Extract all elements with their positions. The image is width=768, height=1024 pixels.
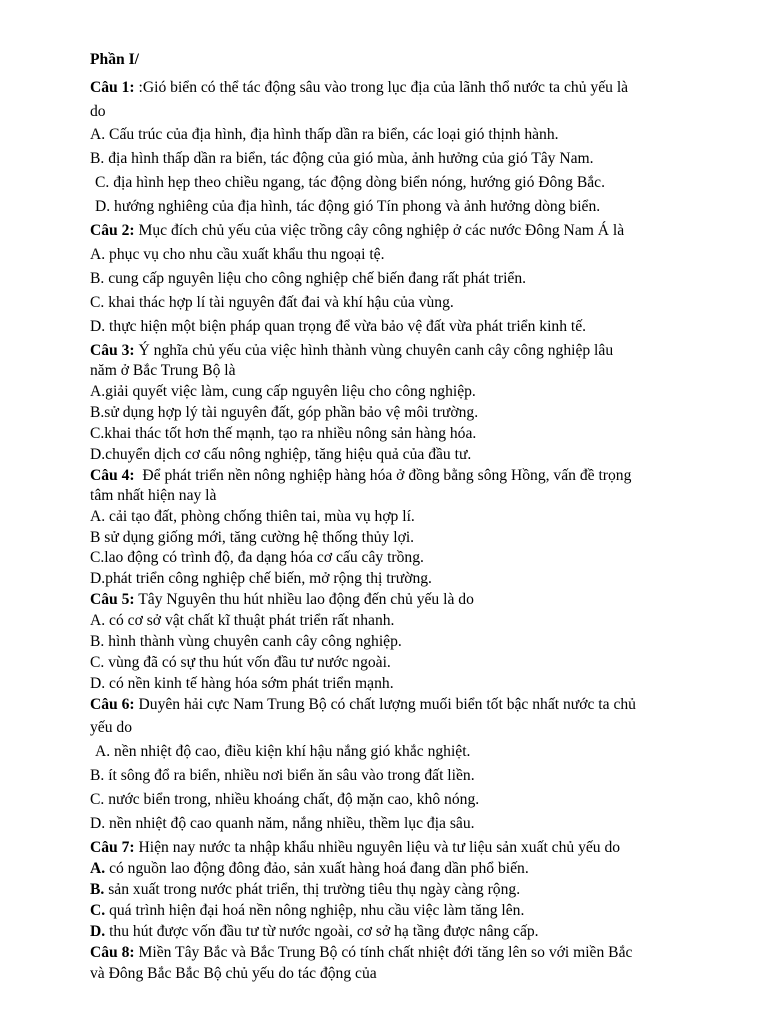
section-title: Phần I/ (90, 51, 139, 68)
question-3-stem-cont: năm ở Bắc Trung Bộ là (90, 362, 236, 379)
question-2-option-a: A. phục vụ cho nhu cầu xuất khẩu thu ngoại tệ. (90, 246, 385, 263)
question-2-stem: Câu 2: Mục đích chủ yếu của việc trồng cây công nghiệp ở các nước Đông Nam Á là (90, 222, 625, 239)
question-6-stem-cont: yếu do (90, 719, 133, 736)
question-4-option-d: D.phát triển công nghiệp chế biến, mở rộng thị trường. (90, 570, 432, 587)
question-2-option-c: C. khai thác hợp lí tài nguyên đất đai và khí hậu của vùng. (90, 294, 454, 311)
question-3-stem: Câu 3: Ý nghĩa chủ yếu của việc hình thành vùng chuyên canh cây công nghiệp lâu (90, 342, 614, 359)
question-5-stem: Câu 5: Tây Nguyên thu hút nhiều lao động đến chủ yếu là do (90, 591, 474, 608)
question-8-stem-cont: và Đông Bắc Bắc Bộ chủ yếu do tác động của (90, 965, 377, 982)
question-4-stem: Câu 4: Để phát triển nền nông nghiệp hàng hóa ở đồng bằng sông Hồng, vấn đề trọng (90, 467, 632, 484)
question-5-label: Câu 5: (90, 591, 135, 608)
question-1-option-a: A. Cấu trúc của địa hình, địa hình thấp dần ra biển, các loại gió thịnh hành. (90, 126, 559, 143)
question-1-option-d: D. hướng nghiêng của địa hình, tác động gió Tín phong và ảnh hưởng dòng biển. (95, 198, 601, 215)
question-6-option-d: D. nền nhiệt độ cao quanh năm, nắng nhiều, thềm lục địa sâu. (90, 815, 475, 832)
question-8-stem: Câu 8: Miền Tây Bắc và Bắc Trung Bộ có tính chất nhiệt đới tăng lên so với miền Bắc (90, 944, 633, 961)
question-5-option-a: A. có cơ sở vật chất kĩ thuật phát triển rất nhanh. (90, 612, 395, 629)
question-3-option-d: D.chuyển dịch cơ cấu nông nghiệp, tăng hiệu quả của đầu tư. (90, 446, 472, 463)
question-2-option-b: B. cung cấp nguyên liệu cho công nghiệp chế biến đang rất phát triển. (90, 270, 527, 287)
question-6-option-b: B. ít sông đổ ra biển, nhiều nơi biển ăn sâu vào trong đất liền. (90, 767, 475, 784)
question-2-label: Câu 2: (90, 222, 135, 239)
question-1-option-b: B. địa hình thấp dần ra biển, tác động của gió mùa, ảnh hưởng của gió Tây Nam. (90, 150, 594, 167)
question-6-option-a: A. nền nhiệt độ cao, điều kiện khí hậu nắng gió khắc nghiệt. (95, 743, 471, 760)
question-3-option-a: A.giải quyết việc làm, cung cấp nguyên liệu cho công nghiệp. (90, 383, 476, 400)
question-3-label: Câu 3: (90, 342, 135, 359)
question-1-option-c: C. địa hình hẹp theo chiều ngang, tác động dòng biển nóng, hướng gió Đông Bắc. (95, 174, 605, 191)
question-8-label: Câu 8: (90, 944, 135, 961)
question-4-option-c: C.lao động có trình độ, đa dạng hóa cơ cấu cây trồng. (90, 549, 424, 566)
question-3-option-b: B.sử dụng hợp lý tài nguyên đất, góp phần bảo vệ môi trường. (90, 404, 479, 421)
question-5-option-b: B. hình thành vùng chuyên canh cây công nghiệp. (90, 633, 402, 650)
question-7-option-a: A. có nguồn lao động đông đảo, sản xuất hàng hoá đang dần phổ biến. (90, 860, 529, 877)
question-7-option-b: B. sản xuất trong nước phát triển, thị trường tiêu thụ ngày càng rộng. (90, 881, 521, 898)
question-3-option-c: C.khai thác tốt hơn thế mạnh, tạo ra nhiều nông sản hàng hóa. (90, 425, 477, 442)
question-1-label: Câu 1: (90, 79, 135, 96)
question-4-stem-cont: tâm nhất hiện nay là (90, 487, 217, 504)
question-6-option-c: C. nước biển trong, nhiều khoáng chất, độ mặn cao, khô nóng. (90, 791, 480, 808)
question-7-label: Câu 7: (90, 839, 135, 856)
question-7-option-d: D. thu hút được vốn đầu tư từ nước ngoài, cơ sở hạ tầng được nâng cấp. (90, 923, 539, 940)
question-1-stem: Câu 1: :Gió biển có thể tác động sâu vào trong lục địa của lãnh thổ nước ta chủ yếu là (90, 79, 629, 96)
question-1-stem-cont: do (90, 103, 106, 120)
question-7-stem: Câu 7: Hiện nay nước ta nhập khẩu nhiều nguyên liệu và tư liệu sản xuất chủ yếu do (90, 839, 621, 856)
question-4-option-b: B sử dụng giống mới, tăng cường hệ thống thủy lợi. (90, 529, 415, 546)
question-4-label: Câu 4: (90, 467, 135, 484)
question-7-option-c: C. quá trình hiện đại hoá nền nông nghiệp, nhu cầu việc làm tăng lên. (90, 902, 525, 919)
question-4-option-a: A. cải tạo đất, phòng chống thiên tai, mùa vụ hợp lí. (90, 508, 415, 525)
question-6-label: Câu 6: (90, 696, 135, 713)
question-5-option-c: C. vùng đã có sự thu hút vốn đầu tư nước ngoài. (90, 654, 391, 671)
question-5-option-d: D. có nền kinh tế hàng hóa sớm phát triển mạnh. (90, 675, 394, 692)
question-6-stem: Câu 6: Duyên hải cực Nam Trung Bộ có chất lượng muối biển tốt bậc nhất nước ta chủ (90, 696, 636, 713)
question-2-option-d: D. thực hiện một biện pháp quan trọng để vừa bảo vệ đất vừa phát triển kinh tế. (90, 318, 587, 335)
